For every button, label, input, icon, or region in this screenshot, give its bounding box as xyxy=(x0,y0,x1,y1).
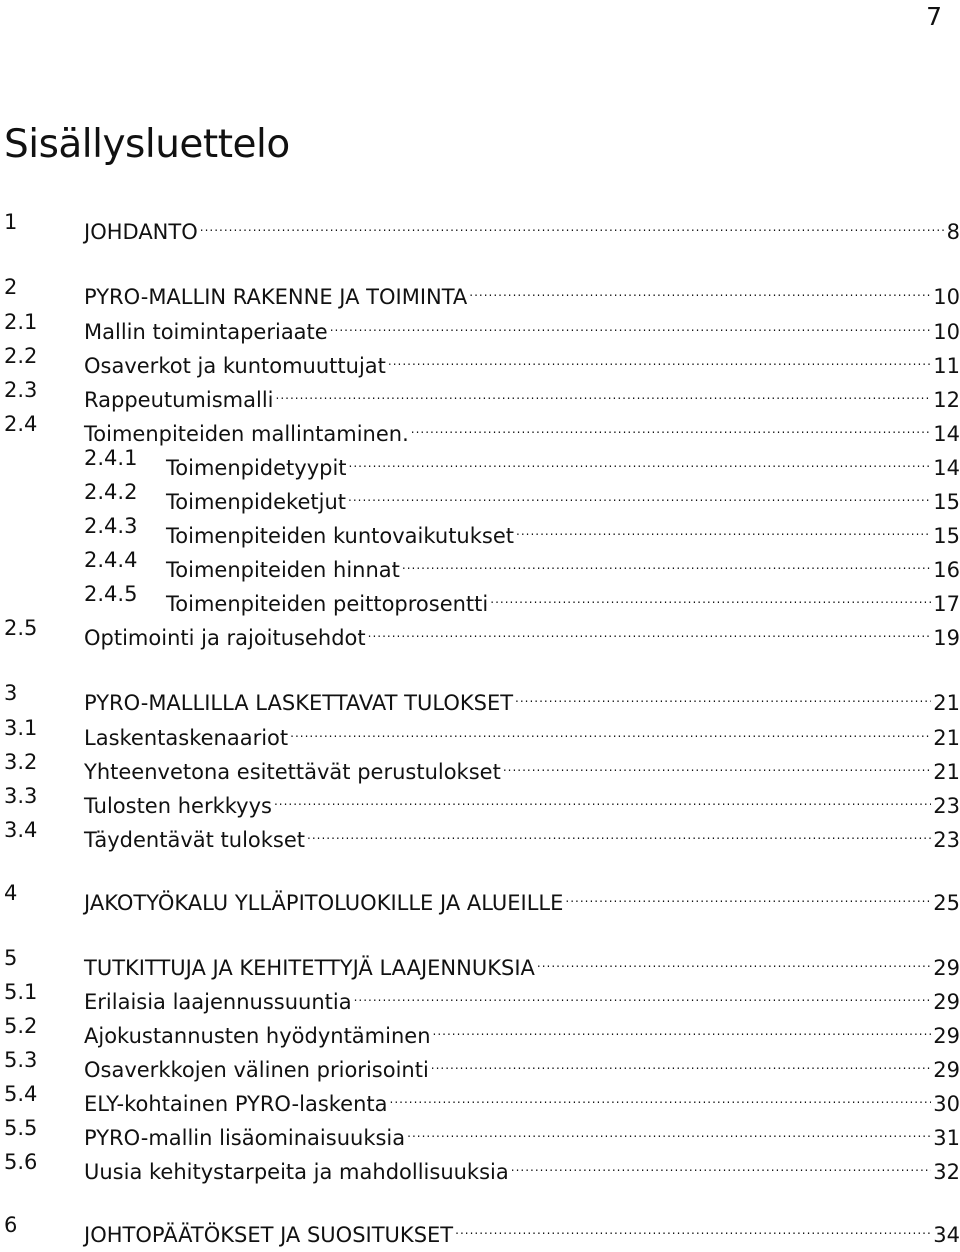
dot-leader xyxy=(431,1043,931,1077)
toc-entry-number: 2.4.3 xyxy=(84,514,138,538)
toc-entry-label: ELY-kohtainen PYRO-laskenta xyxy=(84,1092,388,1116)
toc-entry-5-6[interactable] xyxy=(0,1145,960,1184)
toc-entry-page: 29 xyxy=(933,990,960,1014)
toc-entry-3-1[interactable] xyxy=(0,711,960,750)
toc-entry-page: 10 xyxy=(933,285,960,309)
toc-entry-5-2[interactable] xyxy=(0,1009,960,1048)
toc-entry-2-4[interactable] xyxy=(0,407,960,446)
dot-leader xyxy=(307,813,931,847)
dot-leader xyxy=(537,941,931,975)
toc-entry-label: PYRO-MALLIN RAKENNE JA TOIMINTA xyxy=(84,285,468,309)
toc-entry-label: Toimenpiteiden peittoprosentti xyxy=(166,592,489,616)
toc-entry-label: Osaverkot ja kuntomuuttujat xyxy=(84,354,386,378)
toc-entry-label: Rappeutumismalli xyxy=(84,388,274,412)
toc-entry-3-3[interactable] xyxy=(0,779,960,818)
toc-entry-label: Uusia kehitystarpeita ja mahdollisuuksia xyxy=(84,1160,509,1184)
dot-leader xyxy=(565,876,931,910)
dot-leader xyxy=(354,975,932,1009)
toc-entry-label: Toimenpiteiden kuntovaikutukset xyxy=(166,524,514,548)
toc-entry-3[interactable] xyxy=(0,676,960,715)
toc-entry-label: Mallin toimintaperiaate xyxy=(84,320,328,344)
toc-entry-page: 16 xyxy=(933,558,960,582)
toc-entry-page: 31 xyxy=(933,1126,960,1150)
toc-entry-6[interactable] xyxy=(0,1208,960,1247)
toc-entry-label: Toimenpideketjut xyxy=(166,490,346,514)
toc-entry-5[interactable] xyxy=(0,941,960,980)
toc-entry-page: 23 xyxy=(933,794,960,818)
toc-entry-label: JOHTOPÄÄTÖKSET JA SUOSITUKSET xyxy=(84,1223,454,1247)
dot-leader xyxy=(274,779,931,813)
toc-entry-page: 21 xyxy=(933,726,960,750)
toc-entry-label: Erilaisia laajennussuuntia xyxy=(84,990,352,1014)
toc-entry-number: 5.4 xyxy=(4,1082,38,1106)
toc-entry-2-4-1[interactable] xyxy=(0,441,960,480)
dot-leader xyxy=(516,509,931,543)
toc-entry-number: 5.6 xyxy=(4,1150,38,1174)
toc-entry-page: 14 xyxy=(933,456,960,480)
dot-leader xyxy=(407,1111,931,1145)
toc-entry-number: 3 xyxy=(4,681,18,705)
toc-entry-page: 29 xyxy=(933,1024,960,1048)
dot-leader xyxy=(200,205,945,239)
toc-entry-label: Täydentävät tulokset xyxy=(84,828,306,852)
toc-entry-2-4-4[interactable] xyxy=(0,543,960,582)
toc-entry-number: 3.4 xyxy=(4,818,38,842)
toc-entry-page: 29 xyxy=(933,1058,960,1082)
toc-entry-page: 11 xyxy=(933,354,960,378)
toc-entry-number: 5 xyxy=(4,946,18,970)
toc-entry-number: 2.4.2 xyxy=(84,480,138,504)
toc-entry-page: 32 xyxy=(933,1160,960,1184)
toc-entry-2[interactable] xyxy=(0,270,960,309)
toc-entry-label: Laskentaskenaariot xyxy=(84,726,289,750)
toc-entry-2-5[interactable] xyxy=(0,611,960,650)
toc-entry-number: 2.2 xyxy=(4,344,38,368)
toc-entry-page: 30 xyxy=(933,1092,960,1116)
toc-entry-5-4[interactable] xyxy=(0,1077,960,1116)
dot-leader xyxy=(411,407,932,441)
toc-entry-label: Osaverkkojen välinen priorisointi xyxy=(84,1058,429,1082)
toc-entry-label: JAKOTYÖKALU YLLÄPITOLUOKILLE JA ALUEILLE xyxy=(84,891,564,915)
toc-entry-number: 5.2 xyxy=(4,1014,38,1038)
dot-leader xyxy=(276,373,932,407)
toc-entry-number: 1 xyxy=(4,210,18,234)
toc-entry-number: 2.1 xyxy=(4,310,38,334)
toc-entry-2-4-3[interactable] xyxy=(0,509,960,548)
toc-entry-1[interactable] xyxy=(0,205,960,244)
toc-entry-number: 4 xyxy=(4,881,18,905)
dot-leader xyxy=(511,1145,932,1179)
toc-entry-2-2[interactable] xyxy=(0,339,960,378)
toc-entry-page: 25 xyxy=(933,891,960,915)
toc-entry-number: 3.2 xyxy=(4,750,38,774)
toc-entry-page: 14 xyxy=(933,422,960,446)
dot-leader xyxy=(469,270,931,304)
toc-entry-5-3[interactable] xyxy=(0,1043,960,1082)
dot-leader xyxy=(490,577,931,611)
dot-leader xyxy=(348,475,931,509)
toc-entry-label: PYRO-MALLILLA LASKETTAVAT TULOKSET xyxy=(84,691,514,715)
toc-entry-page: 17 xyxy=(933,592,960,616)
dot-leader xyxy=(503,745,931,779)
toc-entry-number: 2.5 xyxy=(4,616,38,640)
toc-entry-label: PYRO-mallin lisäominaisuuksia xyxy=(84,1126,406,1150)
toc-entry-number: 6 xyxy=(4,1213,18,1237)
toc-entry-label: Yhteenvetona esitettävät perustulokset xyxy=(84,760,501,784)
toc-entry-3-4[interactable] xyxy=(0,813,960,852)
toc-entry-number: 2.4.5 xyxy=(84,582,138,606)
dot-leader xyxy=(433,1009,932,1043)
toc-entry-page: 8 xyxy=(946,220,960,244)
toc-entry-4[interactable] xyxy=(0,876,960,915)
toc-entry-number: 5.3 xyxy=(4,1048,38,1072)
toc-entry-label: Toimenpidetyypit xyxy=(166,456,347,480)
dot-leader xyxy=(402,543,931,577)
toc-entry-page: 15 xyxy=(933,524,960,548)
toc-entry-number: 5.1 xyxy=(4,980,38,1004)
toc-entry-label: Toimenpiteiden mallintaminen. xyxy=(84,422,409,446)
page-number: 7 xyxy=(926,2,942,31)
toc-entry-page: 29 xyxy=(933,956,960,980)
toc-entry-page: 23 xyxy=(933,828,960,852)
toc-entry-number: 2.4.1 xyxy=(84,446,138,470)
toc-entry-page: 10 xyxy=(933,320,960,344)
toc-entry-number: 3.3 xyxy=(4,784,38,808)
toc-entry-number: 2 xyxy=(4,275,18,299)
toc-entry-label: TUTKITTUJA JA KEHITETTYJÄ LAAJENNUKSIA xyxy=(84,956,535,980)
toc-entry-5-1[interactable] xyxy=(0,975,960,1014)
dot-leader xyxy=(515,676,931,710)
toc-entry-label: Toimenpiteiden hinnat xyxy=(166,558,400,582)
toc-entry-2-4-2[interactable] xyxy=(0,475,960,514)
toc-entry-page: 21 xyxy=(933,760,960,784)
dot-leader xyxy=(390,1077,932,1111)
toc-entry-number: 2.4 xyxy=(4,412,38,436)
toc-entry-number: 5.5 xyxy=(4,1116,38,1140)
dot-leader xyxy=(388,339,931,373)
toc-entry-page: 19 xyxy=(933,626,960,650)
toc-entry-number: 2.4.4 xyxy=(84,548,138,572)
toc-entry-label: Optimointi ja rajoitusehdot xyxy=(84,626,366,650)
toc-entry-number: 3.1 xyxy=(4,716,38,740)
toc-entry-page: 15 xyxy=(933,490,960,514)
page-title: Sisällysluettelo xyxy=(4,122,290,167)
toc-entry-page: 34 xyxy=(933,1223,960,1247)
toc-entry-label: Tulosten herkkyys xyxy=(84,794,272,818)
dot-leader xyxy=(330,305,932,339)
dot-leader xyxy=(349,441,932,475)
toc-entry-3-2[interactable] xyxy=(0,745,960,784)
toc-entry-2-4-5[interactable] xyxy=(0,577,960,616)
toc-entry-5-5[interactable] xyxy=(0,1111,960,1150)
toc-entry-label: JOHDANTO xyxy=(84,220,198,244)
toc-entry-2-1[interactable] xyxy=(0,305,960,344)
toc-entry-number: 2.3 xyxy=(4,378,38,402)
toc-entry-page: 12 xyxy=(933,388,960,412)
dot-leader xyxy=(368,611,932,645)
toc-entry-2-3[interactable] xyxy=(0,373,960,412)
toc-entry-label: Ajokustannusten hyödyntäminen xyxy=(84,1024,431,1048)
dot-leader xyxy=(290,711,931,745)
dot-leader xyxy=(455,1208,931,1242)
toc-entry-page: 21 xyxy=(933,691,960,715)
